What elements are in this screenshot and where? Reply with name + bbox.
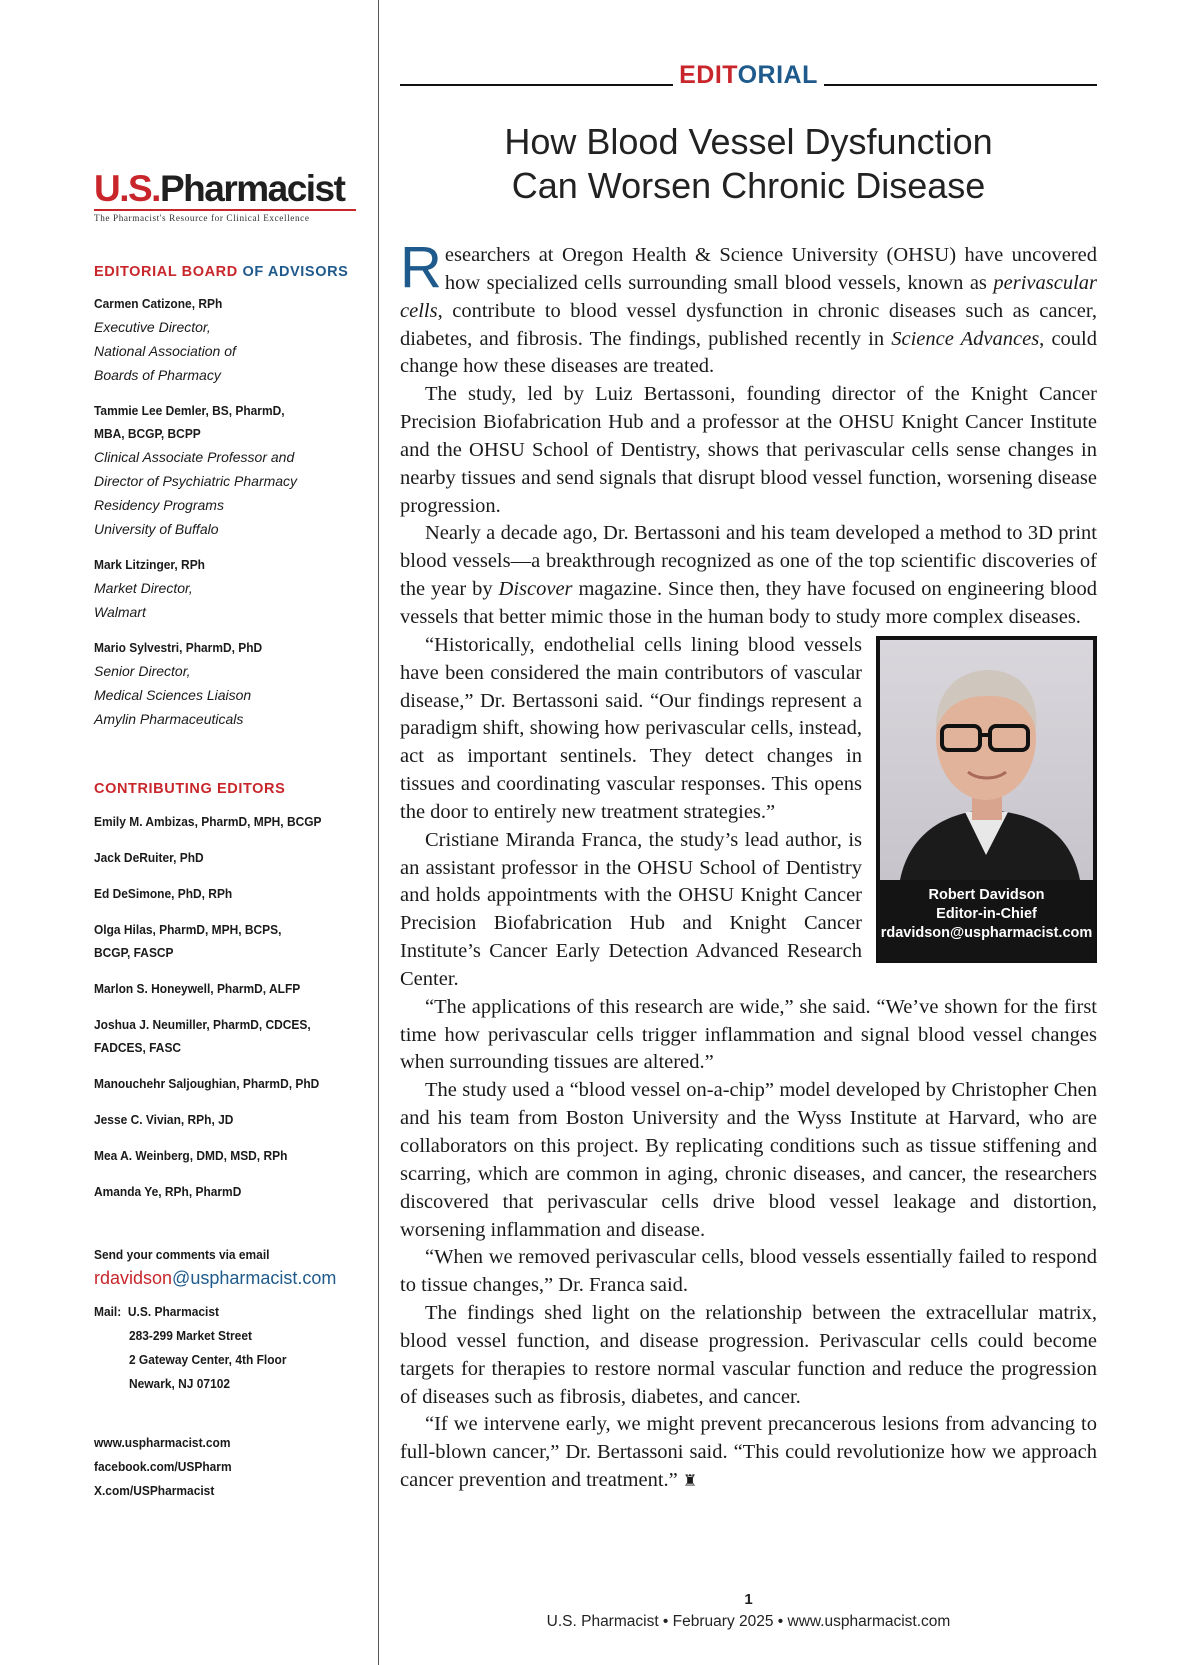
article-paragraph: “The applications of this research are wide,” she said. “We’ve shown for the first time how perivascular cells trigger inflammation and signal blood vessel changes when surrounding tissues are altered.”	[400, 995, 1097, 1074]
editor-name: Ed DeSimone, PhD, RPh	[94, 886, 233, 901]
member-name: Tammie Lee Demler, BS, PharmD,	[94, 403, 285, 418]
x-link[interactable]: X.com/USPharmacist	[94, 1483, 215, 1498]
article-paragraph: The study used a “blood vessel on-a-chip” model developed by Christopher Chen and his team from Boston University and the Wyss Institute at Harvard, who are collaborators on this project. By replicating conditions such as tissue stiffening and scarring, which are common in aging, chronic diseases, and cancer, the researchers discovered that perivascular cells drive blood vessel leakage and distortion, worsening inflammation and disease.	[400, 1079, 1097, 1241]
address-line: Newark, NJ 07102	[128, 1376, 231, 1391]
editor-photo	[880, 640, 1093, 880]
member-role: Senior Director,	[94, 663, 191, 679]
member-name: Carmen Catizone, RPh	[94, 296, 223, 311]
masthead-logo	[94, 168, 364, 223]
article-paragraph: The findings shed light on the relationship between the extracellular matrix, blood vessel function, and disease progression. Perivascular cells could become targets for therapies to restore normal vascular function and reduce the progression of diseases such as fibrosis, diabetes, and cancer.	[400, 1302, 1097, 1408]
send-comments-label: Send your comments via email	[94, 1247, 270, 1262]
article-paragraph: Researchers at Oregon Health & Science University (OHSU) have uncovered how specialized cells surrounding small blood vessels, known as perivascular cells, contribute to blood vessel dysfunction in chronic diseases such as cancer, diabetes, and fibrosis. The findings, published recently in Science Advances, could change how these diseases are treated.	[400, 235, 1097, 378]
logo-tagline: The Pharmacist's Resource for Clinical Excellence	[94, 213, 310, 223]
editor-name: Manouchehr Saljoughian, PharmD, PhD	[94, 1076, 320, 1091]
section-header	[400, 60, 1097, 90]
contributing-editors	[94, 781, 364, 1203]
headline-line: How Blood Vessel Dysfunction	[504, 121, 993, 162]
portrait-illustration	[880, 640, 1093, 880]
logo-rule	[94, 209, 356, 211]
caption-name: Robert Davidson	[928, 886, 1045, 903]
column-divider	[378, 0, 379, 1665]
editorial-board	[94, 264, 364, 731]
member-role: Clinical Associate Professor and	[94, 449, 295, 465]
member-role: Amylin Pharmaceuticals	[94, 711, 244, 727]
editor-name: Marlon S. Honeywell, PharmD, ALFP	[94, 981, 301, 996]
photo-caption	[878, 886, 1095, 943]
editor-name: Jack DeRuiter, PhD	[94, 850, 204, 865]
editor-name: Olga Hilas, PharmD, MPH, BCPS,	[94, 922, 282, 937]
member-role: Director of Psychiatric Pharmacy	[94, 473, 298, 489]
editor-name: Amanda Ye, RPh, PharmD	[94, 1184, 242, 1199]
page-number: 1	[744, 1591, 753, 1608]
caption-email[interactable]: rdavidson@uspharmacist.com	[880, 924, 1093, 941]
comments-email-link[interactable]: rdavidson@uspharmacist.com	[94, 1268, 337, 1288]
article-paragraph: Nearly a decade ago, Dr. Bertassoni and his team developed a method to 3D print blood vessels—a breakthrough recognized as one of the top scientific discoveries of the year by Discover magazine. Since then, they have focused on engineering blood vessels that better mimic those in the human body to study more complex diseases.	[400, 522, 1097, 628]
member-role: Walmart	[94, 604, 146, 620]
member-name: MBA, BCGP, BCPP	[94, 426, 201, 441]
board-member	[94, 399, 364, 541]
editor-name: Joshua J. Neumiller, PharmD, CDCES,	[94, 1017, 311, 1032]
board-member	[94, 636, 364, 731]
section-label: EDITORIAL	[400, 60, 1097, 90]
editor-photo-box	[876, 636, 1097, 963]
mailing-address	[94, 1300, 342, 1396]
end-mark-icon: ♜	[682, 1473, 698, 1491]
member-role: Medical Sciences Liaison	[94, 687, 252, 703]
member-role: National Association of	[94, 343, 236, 359]
member-role: Boards of Pharmacy	[94, 367, 221, 383]
drop-cap: R	[400, 235, 442, 300]
editor-name: Emily M. Ambizas, PharmD, MPH, BCGP	[94, 814, 322, 829]
sidebar	[94, 170, 364, 1503]
member-role: University of Buffalo	[94, 521, 219, 537]
logo-pharmacist: Pharmacist	[159, 168, 345, 209]
page-footer	[400, 1589, 1097, 1633]
contrib-title: CONTRIBUTING EDITORS	[94, 781, 286, 797]
address-line: 2 Gateway Center, 4th Floor	[128, 1352, 287, 1367]
footer-line: U.S. Pharmacist • February 2025 • www.uspharmacist.com	[546, 1613, 951, 1630]
article-paragraph: “When we removed perivascular cells, blood vessels essentially failed to respond to tissue changes,” Dr. Franca said.	[400, 1246, 1097, 1297]
website-link[interactable]: www.uspharmacist.com	[94, 1435, 231, 1450]
board-title: EDITORIAL BOARD OF ADVISORS	[94, 264, 349, 280]
member-role: Market Director,	[94, 580, 193, 596]
mail-label: Mail:	[94, 1304, 122, 1319]
article-headline	[400, 120, 1097, 208]
member-name: Mark Litzinger, RPh	[94, 557, 205, 572]
address-line: 283-299 Market Street	[128, 1328, 252, 1343]
editor-name: Mea A. Weinberg, DMD, MSD, RPh	[94, 1148, 288, 1163]
caption-title: Editor-in-Chief	[936, 905, 1037, 922]
facebook-link[interactable]: facebook.com/USPharm	[94, 1459, 232, 1474]
member-name: Mario Sylvestri, PharmD, PhD	[94, 640, 263, 655]
logo-us: U.S.	[94, 168, 160, 209]
article-body	[400, 235, 1097, 1496]
article-paragraph: The study, led by Luiz Bertassoni, founding director of the Knight Cancer Precision Biofabrication Hub and a professor at the OHSU Knight Cancer Institute and the OHSU School of Dentistry, shows that perivascular cells sense changes in nearby tissues and send signals that disrupt blood vessel function, worsening disease progression.	[400, 383, 1097, 517]
member-role: Residency Programs	[94, 497, 224, 513]
member-role: Executive Director,	[94, 319, 211, 335]
editor-name: Jesse C. Vivian, RPh, JD	[94, 1112, 234, 1127]
board-member	[94, 292, 364, 387]
article-paragraph: “Historically, endothelial cells lining blood vessels have been considered the main contributors of vascular disease,” Dr. Bertassoni said. “Our findings represent a paradigm shift, showing how perivascular cells, instead, act as important sentinels. They detect changes in tissues and coordinating vascular responses. This opens the door to entirely new treatment strategies.”	[400, 633, 862, 823]
board-member	[94, 553, 364, 624]
article-paragraph: “If we intervene early, we might prevent precancerous lesions from advancing to full-blown cancer,” Dr. Bertassoni said. “This could revolutionize how we approach cancer prevention and treatment.” ♜	[400, 1413, 1097, 1492]
article-paragraph: Cristiane Miranda Franca, the study’s lead author, is an assistant professor in the OHSU School of Dentistry and holds appointments with the OHSU Knight Cancer Precision Biofabrication Hub and Knight Cancer Institute’s Cancer Early Detection Advanced Research Center.	[400, 828, 862, 990]
editor-name: FADCES, FASC	[94, 1040, 182, 1055]
editor-name: BCGP, FASCP	[94, 945, 174, 960]
headline-line: Can Worsen Chronic Disease	[511, 165, 986, 206]
address-line: U.S. Pharmacist	[127, 1304, 219, 1319]
web-links	[94, 1431, 342, 1503]
